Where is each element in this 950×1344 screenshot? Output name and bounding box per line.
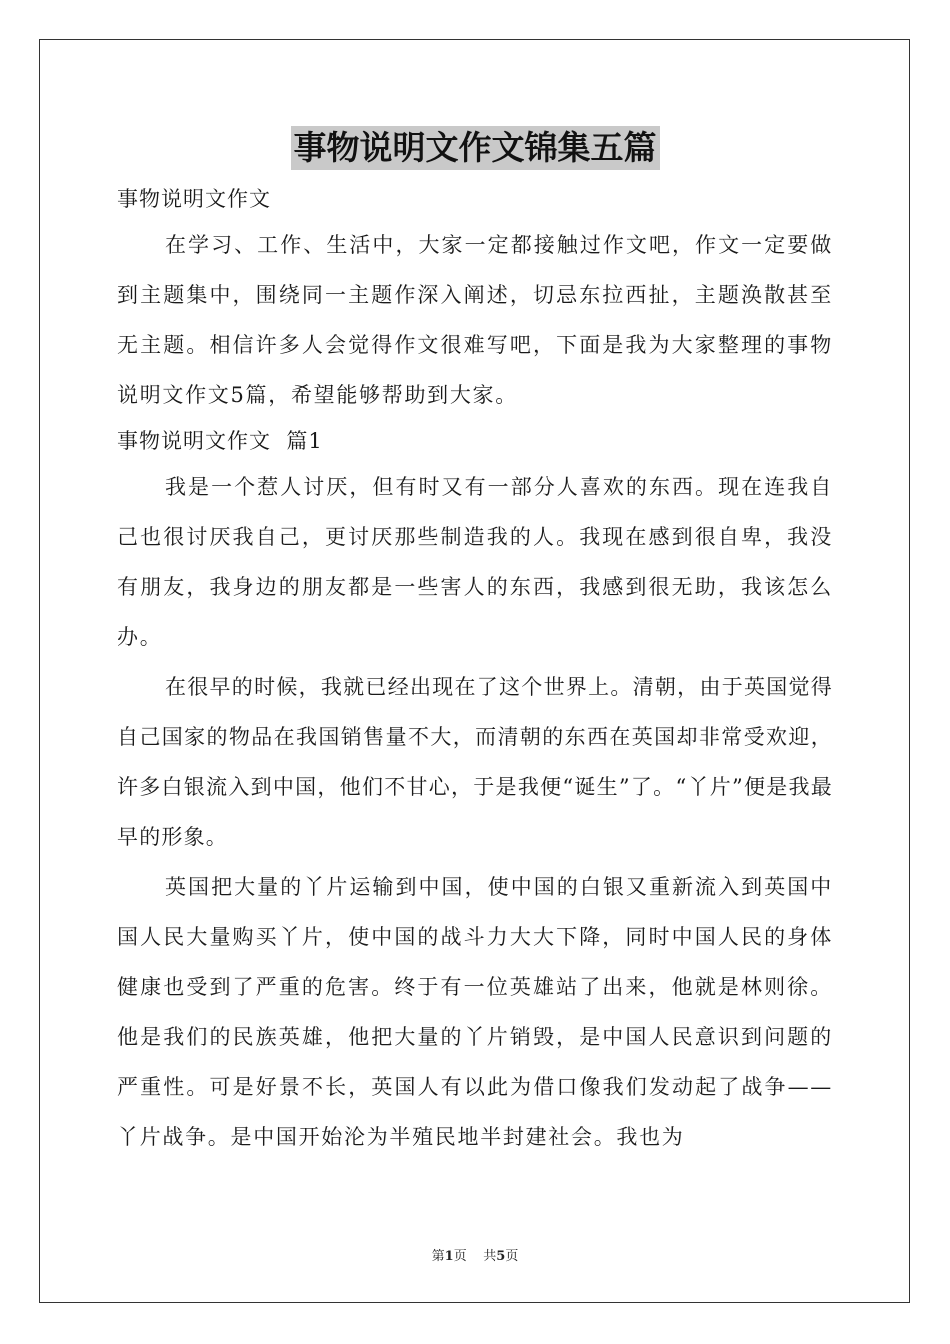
total-prefix: 共 — [483, 1249, 497, 1264]
intro-paragraph: 在学习、工作、生活中，大家一定都接触过作文吧，作文一定要做到主题集中，围绕同一主题作深入阐述，切忌东拉西扯，主题涣散甚至无主题。相信许多人会觉得作文很难写吧，下面是我为大家整理的事物说明文作文5篇，希望能够帮助到大家。 — [117, 233, 833, 407]
total-suffix: 页 — [505, 1249, 519, 1264]
body-paragraph-2: 在很早的时候，我就已经出现在了这个世界上。清朝，由于英国觉得自己国家的物品在我国销售量不大，而清朝的东西在英国却非常受欢迎，许多白银流入到中国，他们不甘心，于是我便“诞生”了。“丫片”便是我最早的形象。 — [117, 675, 833, 849]
body-paragraph-1: 我是一个惹人讨厌，但有时又有一部分人喜欢的东西。现在连我自己也很讨厌我自己，更讨厌那些制造我的人。我现在感到很自卑，我没有朋友，我身边的朋友都是一些害人的东西，我感到很无助，我该怎么办。 — [117, 475, 833, 649]
page-prefix: 第 — [431, 1249, 445, 1264]
page-total: 5 — [496, 1249, 506, 1264]
body-paragraph-3: 英国把大量的丫片运输到中国，使中国的白银又重新流入到英国中国人民大量购买丫片，使中国的战斗力大大下降，同时中国人民的身体健康也受到了严重的危害。终于有一位英雄站了出来，他就是林则徐。他是我们的民族英雄，他把大量的丫片销毁，是中国人民意识到问题的严重性。可是好景不长，英国人有以此为借口像我们发动起了战争——丫片战争。是中国开始沦为半殖民地半封建社会。我也为 — [117, 875, 833, 1149]
section-heading: 事物说明文作文 篇1 — [117, 429, 323, 453]
document-body — [117, 178, 833, 1162]
page-current: 1 — [444, 1249, 454, 1264]
page-footer — [0, 1248, 950, 1266]
intro-heading: 事物说明文作文 — [117, 187, 271, 211]
page-suffix: 页 — [453, 1249, 467, 1264]
title-container — [0, 126, 950, 170]
document-title: 事物说明文作文锦集五篇 — [291, 126, 660, 170]
